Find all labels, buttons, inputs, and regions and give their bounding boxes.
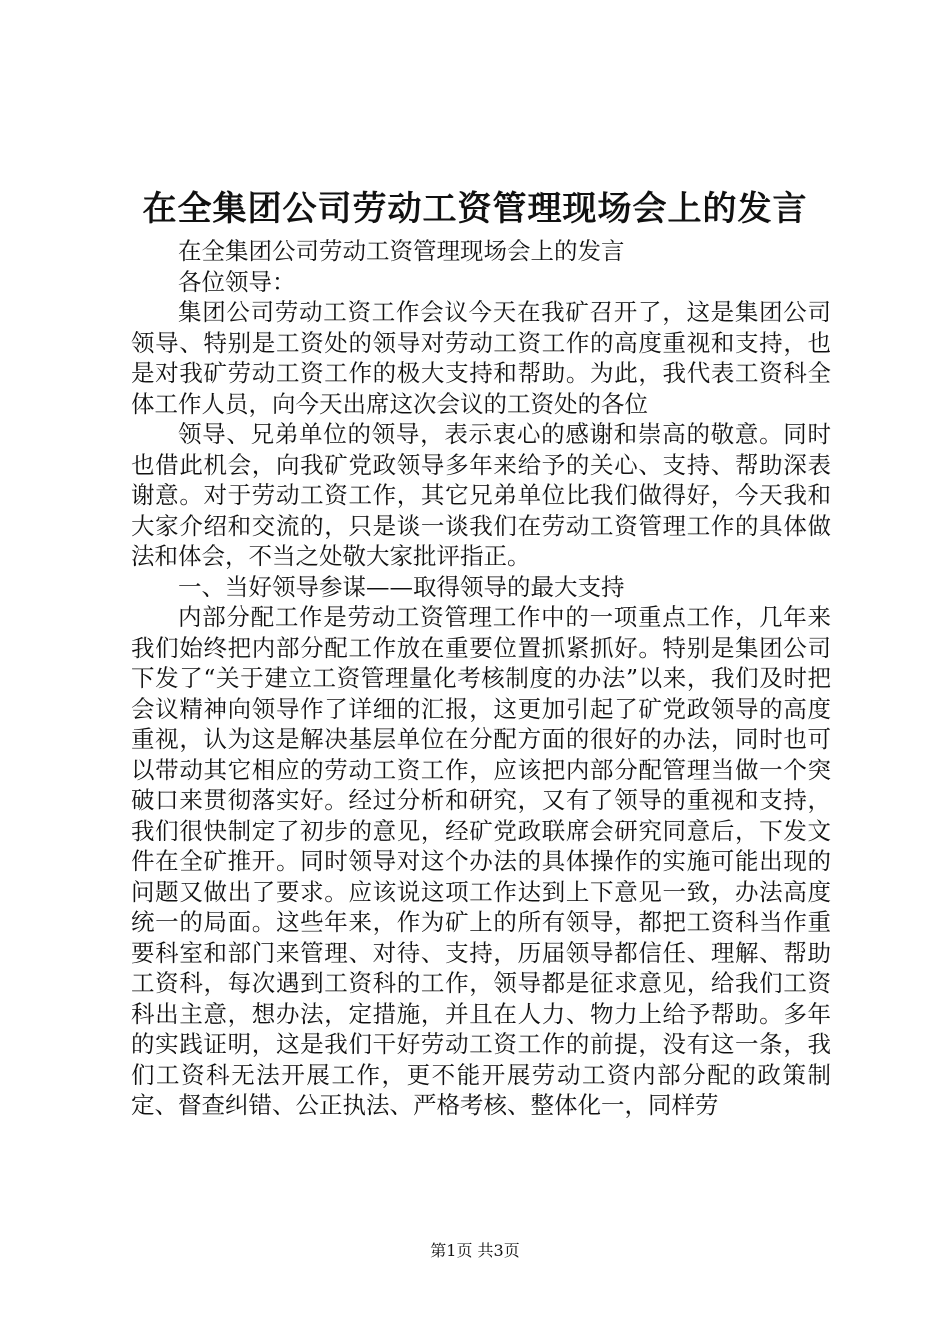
- document-title: 在全集团公司劳动工资管理现场会上的发言: [142, 189, 808, 229]
- paragraph: 内部分配工作是劳动工资管理工作中的一项重点工作，几年来我们始终把内部分配工作放在重要位置抓紧抓好。特别是集团公司下发了“关于建立工资管理量化考核制度的办法”以来，我们及时把会议精神向领导作了详细的汇报，这更加引起了矿党政领导的高度重视，认为这是解决基层单位在分配方面的很好的办法，同时也可以带动其它相应的劳动工资工作，应该把内部分配管理当做一个突破口来贯彻落实好。经过分析和研究，又有了领导的重视和支持，我们很快制定了初步的意见，经矿党政联席会研究同意后，下发文件在全矿推开。同时领导对这个办法的具体操作的实施可能出现的问题又做出了要求。应该说这项工作达到上下意见一致，办法高度统一的局面。这些年来，作为矿上的所有领导，都把工资科当作重要科室和部门来管理、对待、支持，历届领导都信任、理解、帮助工资科，每次遇到工资科的工作，领导都是征求意见，给我们工资科出主意，想办法，定措施，并且在人力、物力上给予帮助。多年的实践证明，这是我们干好劳动工资工作的前提，没有这一条，我们工资科无法开展工作，更不能开展劳动工资内部分配的政策制定、督查纠错、公正执法、严格考核、整体化一，同样劳: [131, 603, 831, 1119]
- paragraph-salutation: 各位领导：: [178, 267, 296, 296]
- page-footer: 第1页 共3页: [430, 1241, 520, 1260]
- paragraph: 领导、兄弟单位的领导，表示衷心的感谢和崇高的敬意。同时也借此机会，向我矿党政领导多年来给予的关心、支持、帮助深表谢意。对于劳动工资工作，其它兄弟单位比我们做得好，今天我和大家介绍和交流的，只是谈一谈我们在劳动工资管理工作的具体做法和体会，不当之处敬大家批评指正。: [131, 420, 831, 570]
- paragraph-subtitle: 在全集团公司劳动工资管理现场会上的发言: [178, 237, 625, 265]
- section-heading: 一、当好领导参谋——取得领导的最大支持: [178, 572, 625, 601]
- paragraph: 集团公司劳动工资工作会议今天在我矿召开了，这是集团公司领导、特别是工资处的领导对劳动工资工作的高度重视和支持，也是对我矿劳动工资工作的极大支持和帮助。为此，我代表工资科全体工作人员，向今天出席这次会议的工资处的各位: [131, 298, 831, 418]
- document-body: [131, 236, 831, 1121]
